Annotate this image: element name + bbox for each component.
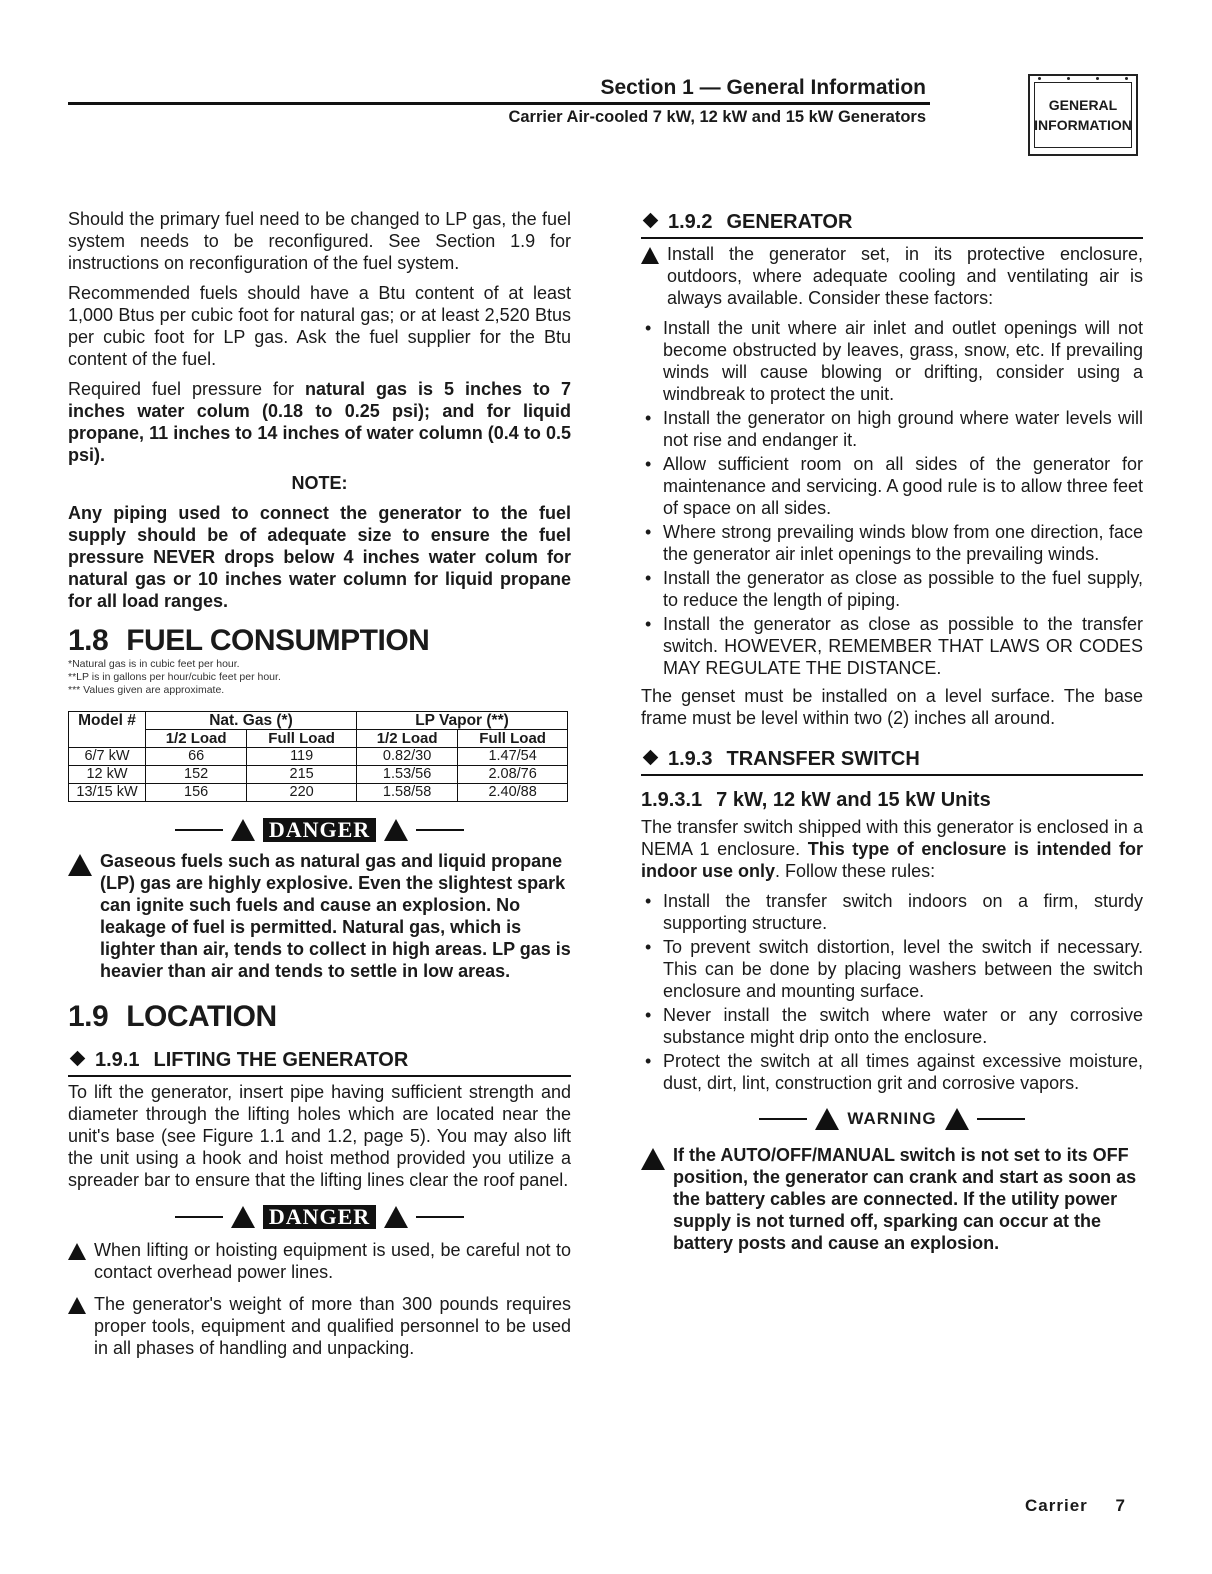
- location-heading-number: 1.9: [68, 1000, 109, 1033]
- list-item: • Install the generator as close as possible to the transfer switch. HOWEVER, REMEMBER THAT LAWS OR CODES MAY REGULATE THE DISTANCE.: [641, 613, 1143, 679]
- diamond-bullet-icon: [70, 1051, 86, 1067]
- list-item: • Install the generator on high ground where water levels will not rise and endanger it.: [641, 407, 1143, 451]
- fuel-consumption-table: [68, 711, 568, 802]
- table-row: [69, 766, 568, 784]
- right-column: [641, 210, 1143, 1254]
- warning-label: WARNING: [847, 1109, 937, 1128]
- transfer-switch-heading-number: 1.9.3: [668, 748, 713, 770]
- cell-ng-full: 220: [247, 784, 357, 802]
- sub-half-load: 1/2 Load: [356, 730, 457, 748]
- location-heading: [68, 1000, 571, 1034]
- sub-full-load: Full Load: [458, 730, 568, 748]
- warning-triangle-icon: [945, 1108, 969, 1130]
- list-item: • To prevent switch distortion, level the switch if necessary. This can be done by placing washers between the switch enclosure and mounting surface.: [641, 936, 1143, 1002]
- tab-label-line1: GENERAL: [1048, 97, 1118, 113]
- cell-ng-half: 156: [146, 784, 247, 802]
- col-natgas-header: Nat. Gas (*): [146, 712, 357, 730]
- danger-banner: [68, 818, 571, 842]
- nema-indoor-only: This type of enclosure is intended for indoor use only: [641, 839, 1143, 881]
- danger-weight-text: The generator's weight of more than 300 pounds requires proper tools, equipment and qualified personnel to be used in all phases of handling and unpacking.: [94, 1294, 571, 1358]
- tab-holes: [1038, 77, 1128, 80]
- danger-explosive-text: Gaseous fuels such as natural gas and liquid propane (LP) gas are highly explosive. Even the slightest spark can ignite such fuels and cause an explosion. No leakage of fuel is permitted. Natural gas, which is lighter than air, tends to collect in high areas. LP gas is heavier than air and tends to settle in low areas.: [100, 851, 571, 981]
- danger-banner: [68, 1205, 571, 1229]
- sub-full-load: Full Load: [247, 730, 357, 748]
- pressure-paragraph: [68, 378, 571, 466]
- warning-triangle-icon: [68, 854, 92, 876]
- warning-triangle-icon: [641, 1148, 665, 1170]
- col-lp-header: LP Vapor (**): [356, 712, 567, 730]
- diamond-bullet-icon: [643, 213, 659, 229]
- footnote-natural-gas: *Natural gas is in cubic feet per hour.: [68, 658, 240, 670]
- location-heading-text: LOCATION: [126, 1000, 277, 1033]
- warning-triangle-icon: [231, 1206, 255, 1228]
- cell-lp-half: 0.82/30: [356, 748, 457, 766]
- transfer-switch-rules-list: [641, 890, 1143, 1094]
- fuel-change-paragraph: Should the primary fuel need to be changed to LP gas, the fuel system needs to be reconfigured. See Section 1.9 for instructions on reconfiguration of the fuel system.: [68, 209, 571, 273]
- lifting-heading-number: 1.9.1: [95, 1049, 140, 1071]
- nema-text: The transfer switch shipped with this generator is enclosed in a NEMA 1 enclosure.: [641, 817, 1143, 859]
- warning-triangle-icon: [815, 1108, 839, 1130]
- cell-lp-full: 2.08/76: [458, 766, 568, 784]
- danger-explosive-alert: [68, 850, 571, 982]
- battery-warning-text: If the AUTO/OFF/MANUAL switch is not set to its OFF position, the generator can crank and start as soon as the battery cables are connected. If the utility power supply is not turned off, sparking can occur at the battery posts and cause an explosion.: [673, 1145, 1137, 1253]
- danger-label: DANGER: [263, 1205, 376, 1229]
- transfer-switch-heading-text: TRANSFER SWITCH: [726, 748, 920, 770]
- warning-triangle-icon: [68, 1297, 86, 1314]
- lifting-heading-text: LIFTING THE GENERATOR: [153, 1049, 409, 1071]
- cell-model: 6/7 kW: [69, 748, 146, 766]
- warning-triangle-icon: [231, 819, 255, 841]
- document-subtitle: Carrier Air-cooled 7 kW, 12 kW and 15 kW Generators: [508, 108, 926, 126]
- warning-triangle-icon: [384, 1206, 408, 1228]
- generator-intro-alert: [641, 243, 1143, 309]
- transfer-switch-subheading: [641, 788, 1143, 812]
- cell-ng-half: 152: [146, 766, 247, 784]
- cell-ng-full: 119: [247, 748, 357, 766]
- footnote-approx: *** Values given are approximate.: [68, 684, 225, 696]
- footnote-lp: **LP is in gallons per hour/cubic feet per hour.: [68, 671, 281, 683]
- warning-triangle-icon: [384, 819, 408, 841]
- note-text: Any piping used to connect the generator to the fuel supply should be of adequate size to ensure the fuel pressure NEVER drops below 4 inches water colum for natural gas or 10 inches water column for liquid propane for all load ranges.: [68, 503, 571, 611]
- cell-lp-half: 1.53/56: [356, 766, 457, 784]
- section-tab: [1028, 74, 1138, 156]
- list-item: • Install the transfer switch indoors on a firm, sturdy supporting structure.: [641, 890, 1143, 934]
- warning-triangle-icon: [68, 1243, 86, 1260]
- cell-ng-full: 215: [247, 766, 357, 784]
- nema-paragraph: [641, 816, 1143, 882]
- cell-model: 12 kW: [69, 766, 146, 784]
- header-rule: [68, 102, 930, 105]
- col-model-header: Model #: [69, 712, 146, 748]
- danger-label: DANGER: [263, 818, 376, 842]
- list-item: • Install the generator as close as possible to the fuel supply, to reduce the length of piping.: [641, 567, 1143, 611]
- fuel-heading-number: 1.8: [68, 624, 109, 657]
- list-item: • Never install the switch where water or any corrosive substance might drip onto the enclosure.: [641, 1004, 1143, 1048]
- list-item: • Allow sufficient room on all sides of the generator for maintenance and servicing. A good rule is to allow three feet of space on all sides.: [641, 453, 1143, 519]
- page-number: 7: [1115, 1496, 1126, 1515]
- lifting-heading: [68, 1048, 571, 1077]
- pressure-text: Required fuel pressure for: [68, 379, 306, 399]
- list-item: • Protect the switch at all times against excessive moisture, dust, dirt, lint, construction grit and corrosive vapors.: [641, 1050, 1143, 1094]
- footer-brand: Carrier: [1025, 1496, 1088, 1515]
- generator-heading-number: 1.9.2: [668, 211, 713, 233]
- transfer-switch-subheading-text: 7 kW, 12 kW and 15 kW Units: [716, 789, 991, 811]
- generator-factors-list: [641, 317, 1143, 679]
- warning-triangle-icon: [641, 247, 659, 264]
- cell-ng-half: 66: [146, 748, 247, 766]
- btu-paragraph: Recommended fuels should have a Btu content of at least 1,000 Btus per cubic foot for natural gas; or at least 2,520 Btus per cubic foot for LP gas. Ask the fuel supplier for the Btu content of the fuel.: [68, 283, 571, 369]
- pressure-values: natural gas is 5 inches to 7 inches water colum (0.18 to 0.25 psi); and for liquid propane, 11 inches to 14 inches of water column (0.4 to 0.5 psi).: [68, 379, 571, 465]
- generator-heading: [641, 210, 1143, 239]
- transfer-switch-heading: [641, 747, 1143, 776]
- diamond-bullet-icon: [643, 750, 659, 766]
- section-title: Section 1 — General Information: [600, 76, 926, 99]
- table-row: [69, 784, 568, 802]
- danger-power-lines-text: When lifting or hoisting equipment is used, be careful not to contact overhead power lines.: [94, 1240, 571, 1282]
- cell-lp-full: 1.47/54: [458, 748, 568, 766]
- tab-label-line2: INFORMATION: [1034, 117, 1132, 133]
- sub-half-load: 1/2 Load: [146, 730, 247, 748]
- page-footer: [1025, 1496, 1126, 1516]
- list-item: • Install the unit where air inlet and outlet openings will not become obstructed by leaves, grass, snow, etc. If prevailing winds will cause blowing or drifting, consider using a windbreak to protect the unit.: [641, 317, 1143, 405]
- generator-heading-text: GENERATOR: [726, 211, 853, 233]
- danger-power-lines-alert: [68, 1239, 571, 1283]
- transfer-switch-subheading-number: 1.9.3.1: [641, 789, 703, 811]
- danger-weight-alert: [68, 1293, 571, 1359]
- generator-intro-text: Install the generator set, in its protective enclosure, outdoors, where adequate cooling and ventilating air is always available. Consider these factors:: [667, 244, 1143, 308]
- level-surface-paragraph: The genset must be installed on a level surface. The base frame must be level within two (2) inches all around.: [641, 686, 1143, 728]
- nema-follow: . Follow these rules:: [775, 861, 936, 881]
- list-item: • Where strong prevailing winds blow from one direction, face the generator air inlet openings to the prevailing winds.: [641, 521, 1143, 565]
- fuel-consumption-heading: [68, 624, 571, 658]
- cell-lp-half: 1.58/58: [356, 784, 457, 802]
- table-row: [69, 748, 568, 766]
- lifting-paragraph: To lift the generator, insert pipe having sufficient strength and diameter through the lifting holes which are located near the unit's base (see Figure 1.1 and 1.2, page 5). You may also lift the unit using a hook and hoist method provided you utilize a spreader bar to ensure that the lifting lines clear the roof panel.: [68, 1082, 571, 1190]
- note-label: NOTE:: [291, 473, 348, 493]
- battery-warning-alert: [641, 1144, 1143, 1254]
- cell-lp-full: 2.40/88: [458, 784, 568, 802]
- warning-banner: [641, 1108, 1143, 1130]
- fuel-heading-text: FUEL CONSUMPTION: [126, 624, 430, 657]
- cell-model: 13/15 kW: [69, 784, 146, 802]
- left-column: [68, 208, 571, 1359]
